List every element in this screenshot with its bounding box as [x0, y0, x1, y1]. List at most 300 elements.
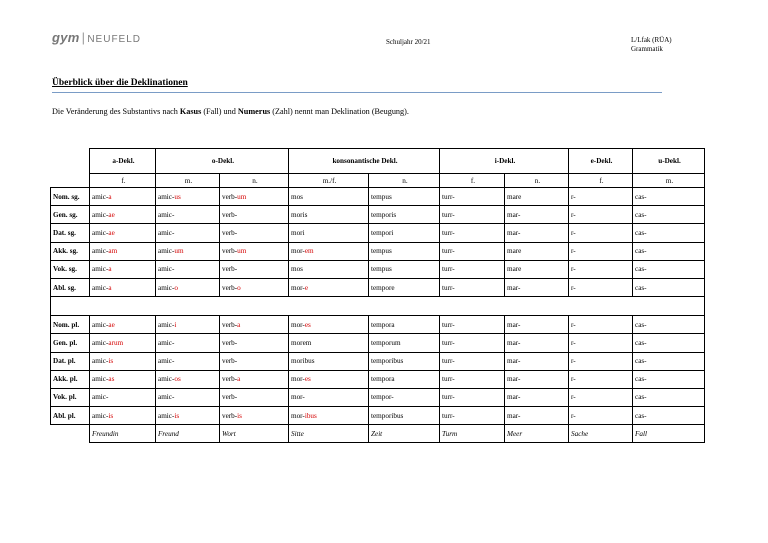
- form-cell: [440, 278, 505, 296]
- form-cell: [220, 206, 289, 224]
- declension-header: e-Dekl.: [569, 149, 633, 174]
- teacher-line-2: Grammatik: [631, 45, 663, 53]
- form-cell: [569, 388, 633, 406]
- stem: amic-: [92, 283, 109, 292]
- stem: mar-: [507, 320, 521, 329]
- stem: amic-: [158, 228, 175, 237]
- stem: r-: [571, 320, 576, 329]
- form-cell: [289, 370, 369, 388]
- stem: mor-: [291, 283, 305, 292]
- stem: cas-: [635, 210, 647, 219]
- stem: r-: [571, 210, 576, 219]
- form-cell: [440, 260, 505, 278]
- stem: mare: [507, 247, 522, 256]
- case-label: Akk. sg.: [51, 242, 90, 260]
- translation-cell: Freund: [156, 425, 220, 443]
- form-cell: [220, 388, 289, 406]
- ending: um: [237, 247, 247, 256]
- case-label: Vok. sg.: [51, 260, 90, 278]
- form-cell: [289, 206, 369, 224]
- form-cell: [156, 316, 220, 334]
- form-cell: [90, 334, 156, 352]
- stem: turr-: [442, 247, 455, 256]
- stem: amic-: [158, 375, 175, 384]
- form-cell: [505, 370, 569, 388]
- form-cell: [633, 188, 705, 206]
- translation-cell: Fall: [633, 425, 705, 443]
- stem: mor-: [291, 320, 305, 329]
- form-cell: [369, 370, 440, 388]
- separator-row: [51, 297, 705, 316]
- stem: amic-: [92, 192, 109, 201]
- form-cell: [505, 278, 569, 296]
- form-cell: [220, 224, 289, 242]
- stem: mar-: [507, 283, 521, 292]
- stem: verb-: [222, 375, 238, 384]
- form-cell: [569, 188, 633, 206]
- ending: a: [108, 283, 112, 292]
- form-cell: [369, 188, 440, 206]
- teacher-line-1: L/Lfak (RÜA): [631, 36, 672, 44]
- stem: amic-: [158, 192, 175, 201]
- stem: verb-: [222, 338, 238, 347]
- form-cell: [633, 352, 705, 370]
- gender-header: f.: [90, 174, 156, 188]
- stem: mori: [291, 228, 305, 237]
- form-cell: [440, 188, 505, 206]
- form-cell: [156, 224, 220, 242]
- stem: tempus: [371, 247, 392, 256]
- stem: r-: [571, 247, 576, 256]
- ending: em: [304, 247, 314, 256]
- form-cell: [220, 188, 289, 206]
- stem: amic-: [158, 393, 175, 402]
- gender-header: n.: [220, 174, 289, 188]
- case-label: Abl. pl.: [51, 407, 90, 425]
- logo-separator: |: [81, 30, 86, 45]
- stem: cas-: [635, 393, 647, 402]
- ending: a: [108, 192, 112, 201]
- stem: r-: [571, 357, 576, 366]
- form-cell: [220, 260, 289, 278]
- stem: amic-: [92, 228, 109, 237]
- form-cell: [156, 407, 220, 425]
- translation-cell: Turm: [440, 425, 505, 443]
- stem: turr-: [442, 338, 455, 347]
- stem: mare: [507, 192, 522, 201]
- form-cell: [369, 388, 440, 406]
- form-cell: [369, 242, 440, 260]
- stem: mar-: [507, 228, 521, 237]
- case-label: Abl. sg.: [51, 278, 90, 296]
- table-row: [51, 334, 705, 352]
- school-year: Schuljahr 20/21: [386, 38, 431, 46]
- stem: morem: [291, 338, 312, 347]
- stem: amic-: [158, 320, 175, 329]
- translation-cell: Freundin: [90, 425, 156, 443]
- form-cell: [633, 206, 705, 224]
- form-cell: [289, 242, 369, 260]
- form-cell: [505, 260, 569, 278]
- form-cell: [505, 316, 569, 334]
- ending: a: [108, 265, 112, 274]
- form-cell: [220, 278, 289, 296]
- form-cell: [569, 260, 633, 278]
- stem: amic-: [92, 338, 109, 347]
- form-cell: [90, 388, 156, 406]
- table-row: [51, 388, 705, 406]
- ending: arum: [108, 338, 124, 347]
- stem: tempore: [371, 283, 395, 292]
- ending: am: [108, 247, 118, 256]
- form-cell: [369, 407, 440, 425]
- stem: turr-: [442, 192, 455, 201]
- stem: amic-: [158, 283, 175, 292]
- form-cell: [289, 316, 369, 334]
- stem: cas-: [635, 228, 647, 237]
- form-cell: [440, 316, 505, 334]
- intro-part-2: (Fall) und: [201, 107, 238, 116]
- stem: turr-: [442, 283, 455, 292]
- form-cell: [156, 278, 220, 296]
- form-cell: [505, 206, 569, 224]
- case-label: Dat. pl.: [51, 352, 90, 370]
- case-label: Akk. pl.: [51, 370, 90, 388]
- form-cell: [156, 352, 220, 370]
- ending: is: [174, 411, 180, 420]
- form-cell: [289, 388, 369, 406]
- stem: temporis: [371, 210, 397, 219]
- stem: amic-: [158, 338, 175, 347]
- translation-cell: Wort: [220, 425, 289, 443]
- stem: turr-: [442, 320, 455, 329]
- stem: verb-: [222, 210, 238, 219]
- intro-part-3: (Zahl) nennt man Deklination (Beugung).: [270, 107, 409, 116]
- form-cell: [505, 242, 569, 260]
- form-cell: [156, 370, 220, 388]
- stem: mos: [291, 192, 303, 201]
- declension-header: konsonantische Dekl.: [289, 149, 440, 174]
- intro-text: [52, 107, 409, 116]
- stem: cas-: [635, 411, 647, 420]
- form-cell: [505, 407, 569, 425]
- declension-header: a-Dekl.: [90, 149, 156, 174]
- translation-cell: Sitte: [289, 425, 369, 443]
- stem: amic-: [92, 210, 109, 219]
- stem: tempus: [371, 192, 392, 201]
- gender-header: m.: [156, 174, 220, 188]
- form-cell: [90, 206, 156, 224]
- stem: verb-: [222, 192, 238, 201]
- stem: turr-: [442, 411, 455, 420]
- form-cell: [156, 242, 220, 260]
- stem: amic-: [92, 393, 109, 402]
- form-cell: [569, 242, 633, 260]
- stem: amic-: [158, 265, 175, 274]
- form-cell: [289, 352, 369, 370]
- stem: verb-: [222, 357, 238, 366]
- form-cell: [505, 224, 569, 242]
- form-cell: [369, 352, 440, 370]
- case-label: Vok. pl.: [51, 388, 90, 406]
- form-cell: [633, 316, 705, 334]
- stem: verb-: [222, 247, 238, 256]
- form-cell: [440, 242, 505, 260]
- form-cell: [633, 242, 705, 260]
- teacher-info: [631, 36, 672, 54]
- gender-header: f.: [440, 174, 505, 188]
- corner-cell: [51, 174, 90, 188]
- table-row: [51, 206, 705, 224]
- corner-cell: [51, 149, 90, 174]
- form-cell: [220, 407, 289, 425]
- separator-cell: [51, 297, 705, 316]
- stem: cas-: [635, 192, 647, 201]
- title-divider: [52, 92, 662, 93]
- form-cell: [569, 334, 633, 352]
- ending: o: [237, 283, 241, 292]
- form-cell: [220, 370, 289, 388]
- form-cell: [220, 334, 289, 352]
- header-gender-row: [51, 174, 705, 188]
- ending: i: [174, 320, 177, 329]
- form-cell: [369, 224, 440, 242]
- form-cell: [440, 206, 505, 224]
- ending: um: [174, 247, 184, 256]
- form-cell: [220, 316, 289, 334]
- form-cell: [633, 334, 705, 352]
- stem: amic-: [158, 411, 175, 420]
- ending: um: [237, 192, 247, 201]
- form-cell: [505, 388, 569, 406]
- form-cell: [220, 352, 289, 370]
- table-row: [51, 407, 705, 425]
- case-label: Nom. sg.: [51, 188, 90, 206]
- form-cell: [90, 370, 156, 388]
- stem: mor-: [291, 375, 305, 384]
- form-cell: [440, 334, 505, 352]
- form-cell: [569, 407, 633, 425]
- stem: verb-: [222, 283, 238, 292]
- stem: verb-: [222, 411, 238, 420]
- ending: ibus: [304, 411, 317, 420]
- intro-kasus: Kasus: [179, 107, 202, 116]
- table-row: [51, 260, 705, 278]
- stem: verb-: [222, 228, 238, 237]
- stem: turr-: [442, 357, 455, 366]
- stem: mor-: [291, 393, 305, 402]
- stem: mar-: [507, 338, 521, 347]
- stem: tempus: [371, 265, 392, 274]
- ending: is: [108, 411, 114, 420]
- gender-header: n.: [369, 174, 440, 188]
- form-cell: [569, 206, 633, 224]
- form-cell: [289, 334, 369, 352]
- case-label: Gen. sg.: [51, 206, 90, 224]
- form-cell: [440, 224, 505, 242]
- stem: mar-: [507, 210, 521, 219]
- table-row: [51, 352, 705, 370]
- page-title: Überblick über die Deklinationen: [52, 78, 188, 88]
- ending: o: [174, 283, 178, 292]
- form-cell: [369, 278, 440, 296]
- ending: is: [108, 357, 114, 366]
- stem: tempori: [371, 228, 394, 237]
- form-cell: [505, 188, 569, 206]
- stem: temporibus: [371, 357, 404, 366]
- form-cell: [569, 278, 633, 296]
- gender-header: m.: [633, 174, 705, 188]
- ending: a: [237, 375, 241, 384]
- stem: cas-: [635, 375, 647, 384]
- stem: mar-: [507, 375, 521, 384]
- ending: as: [108, 375, 115, 384]
- stem: r-: [571, 411, 576, 420]
- stem: cas-: [635, 247, 647, 256]
- stem: mare: [507, 265, 522, 274]
- table-row: [51, 278, 705, 296]
- form-cell: [156, 260, 220, 278]
- table-row: [51, 242, 705, 260]
- form-cell: [369, 334, 440, 352]
- stem: tempora: [371, 375, 395, 384]
- form-cell: [569, 352, 633, 370]
- stem: mor-: [291, 247, 305, 256]
- stem: r-: [571, 228, 576, 237]
- form-cell: [633, 370, 705, 388]
- form-cell: [369, 316, 440, 334]
- ending: is: [237, 411, 242, 420]
- stem: r-: [571, 338, 576, 347]
- translation-cell: Sache: [569, 425, 633, 443]
- school-logo: [52, 30, 141, 45]
- stem: turr-: [442, 393, 455, 402]
- form-cell: [289, 188, 369, 206]
- declension-header: u-Dekl.: [633, 149, 705, 174]
- stem: mor-: [291, 411, 305, 420]
- form-cell: [440, 407, 505, 425]
- table-row: [51, 188, 705, 206]
- gender-header: m./f.: [289, 174, 369, 188]
- form-cell: [440, 388, 505, 406]
- stem: amic-: [158, 357, 175, 366]
- ending: ae: [108, 228, 115, 237]
- form-cell: [156, 206, 220, 224]
- stem: turr-: [442, 210, 455, 219]
- form-cell: [90, 278, 156, 296]
- form-cell: [90, 352, 156, 370]
- form-cell: [289, 407, 369, 425]
- logo-sub: NEUFELD: [87, 34, 142, 45]
- stem: temporibus: [371, 411, 404, 420]
- stem: amic-: [92, 411, 109, 420]
- intro-part-1: Die Veränderung des Substantivs nach: [52, 107, 180, 116]
- ending: e: [304, 283, 309, 292]
- stem: r-: [571, 393, 576, 402]
- stem: cas-: [635, 357, 647, 366]
- form-cell: [90, 407, 156, 425]
- form-cell: [90, 316, 156, 334]
- form-cell: [505, 334, 569, 352]
- gender-header: n.: [505, 174, 569, 188]
- stem: amic-: [92, 357, 109, 366]
- ending: a: [237, 320, 241, 329]
- form-cell: [156, 188, 220, 206]
- gender-header: f.: [569, 174, 633, 188]
- translation-row: [51, 425, 705, 443]
- table-row: [51, 224, 705, 242]
- stem: cas-: [635, 283, 647, 292]
- form-cell: [369, 206, 440, 224]
- stem: tempora: [371, 320, 395, 329]
- stem: amic-: [158, 210, 175, 219]
- form-cell: [633, 278, 705, 296]
- stem: cas-: [635, 265, 647, 274]
- form-cell: [90, 260, 156, 278]
- case-label: Gen. pl.: [51, 334, 90, 352]
- stem: turr-: [442, 375, 455, 384]
- intro-numerus: Numerus: [237, 107, 271, 116]
- stem: r-: [571, 283, 576, 292]
- form-cell: [633, 260, 705, 278]
- form-cell: [569, 224, 633, 242]
- form-cell: [90, 188, 156, 206]
- declension-header: i-Dekl.: [440, 149, 569, 174]
- table-row: [51, 370, 705, 388]
- stem: amic-: [92, 247, 109, 256]
- ending: ae: [108, 210, 115, 219]
- ending: os: [174, 375, 181, 384]
- declension-table: [50, 148, 705, 443]
- translation-cell: Meer: [505, 425, 569, 443]
- form-cell: [633, 388, 705, 406]
- stem: r-: [571, 192, 576, 201]
- form-cell: [289, 278, 369, 296]
- stem: amic-: [92, 265, 109, 274]
- form-cell: [220, 242, 289, 260]
- stem: cas-: [635, 338, 647, 347]
- ending: us: [174, 192, 181, 201]
- case-label: Nom. pl.: [51, 316, 90, 334]
- stem: turr-: [442, 265, 455, 274]
- declension-header: o-Dekl.: [156, 149, 289, 174]
- form-cell: [440, 370, 505, 388]
- stem: verb-: [222, 265, 238, 274]
- form-cell: [156, 388, 220, 406]
- stem: moris: [291, 210, 308, 219]
- ending: es: [304, 375, 311, 384]
- stem: verb-: [222, 393, 238, 402]
- form-cell: [633, 407, 705, 425]
- form-cell: [369, 260, 440, 278]
- form-cell: [569, 316, 633, 334]
- stem: amic-: [158, 247, 175, 256]
- stem: verb-: [222, 320, 238, 329]
- logo-main: gym: [52, 30, 80, 45]
- stem: r-: [571, 375, 576, 384]
- translation-cell: Zeit: [369, 425, 440, 443]
- stem: tempor-: [371, 393, 394, 402]
- stem: cas-: [635, 320, 647, 329]
- form-cell: [289, 260, 369, 278]
- stem: amic-: [92, 320, 109, 329]
- header-declension-row: [51, 149, 705, 174]
- form-cell: [569, 370, 633, 388]
- form-cell: [90, 224, 156, 242]
- stem: mar-: [507, 411, 521, 420]
- ending: ae: [108, 320, 115, 329]
- case-label: Dat. sg.: [51, 224, 90, 242]
